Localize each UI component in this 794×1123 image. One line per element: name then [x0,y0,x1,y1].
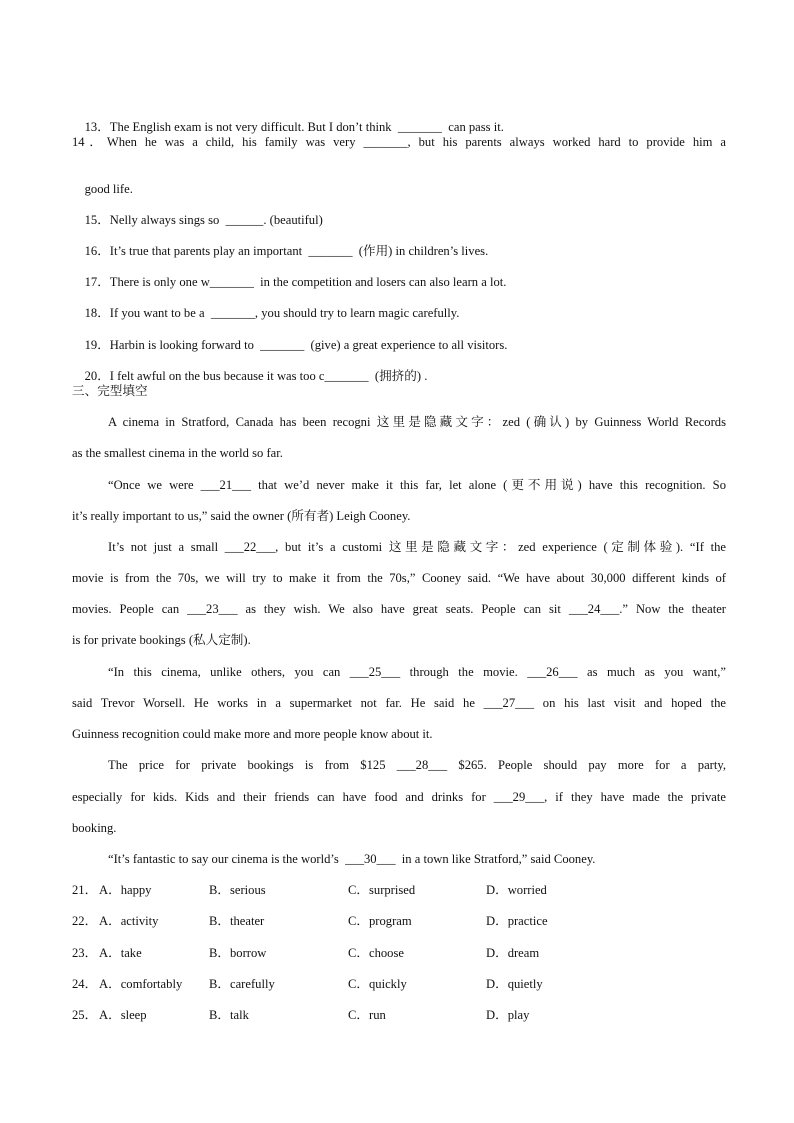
question-text: Harbin is looking forward to _______ (give) a great experience to all visitors. [109,338,508,352]
option-c: C．run [348,1008,386,1022]
option-c: C．quickly [348,977,407,991]
option-number: 24． [72,977,98,991]
option-b: B．borrow [209,946,267,960]
question-text: If you want to be a _______, you should try to learn magic carefully. [109,306,460,320]
question-number: 20． [84,369,110,383]
section-title: 三、完型填空 [72,383,148,398]
option-c: C．program [348,914,412,928]
option-d: D．play [486,1008,530,1022]
question-text: Nelly always sings so ______. (beautiful) [109,213,323,227]
question-text: It’s true that parents play an important _______ (作用) in children’s lives. [109,244,489,258]
question-text: When he was a child, his family was very _______, but his parents always worked hard to provide him a [106,135,726,149]
question-number: 18． [84,306,110,320]
option-b: B．talk [209,1008,249,1022]
question-14 [72,134,726,150]
question-number: 15． [84,213,110,227]
option-number: 23． [72,946,98,960]
passage-line: said Trevor Worsell. He works in a supermarket not far. He said he ___27___ on his last visit and hoped the [72,696,726,710]
option-number: 21． [72,883,98,897]
passage-line: A cinema in Stratford, Canada has been recogni 这里是隐藏文字：zed (确认) by Guinness World Records [108,415,726,429]
passage-line: “Once we were ___21___ that we’d never make it this far, let alone (更不用说) have this recognition. So [108,478,726,492]
option-number: 22． [72,914,98,928]
question-text: The English exam is not very difficult. But I don’t think _______ can pass it. [109,120,504,134]
passage-line: Guinness recognition could make more and more people know about it. [72,727,433,741]
option-a: A．comfortably [99,977,183,991]
question-number: 17． [84,275,110,289]
option-b: B．serious [209,883,266,897]
option-d: D．worried [486,883,547,897]
question-text: There is only one w_______ in the competition and losers can also learn a lot. [109,275,507,289]
passage-line: “In this cinema, unlike others, you can ___25___ through the movie. ___26___ as much as you want,” [108,665,726,679]
question-number: 14． [72,135,107,149]
question-text: good life. [84,182,133,196]
option-a: A．happy [99,883,152,897]
passage-line: It’s not just a small ___22___, but it’s a customi 这里是隐藏文字：zed experience (定制体验). “If the [108,540,726,554]
passage-line: is for private bookings (私人定制). [72,633,251,647]
option-d: D．practice [486,914,548,928]
passage-line: The price for private bookings is from $125 ___28___ $265. People should pay more for a party, [108,758,726,772]
question-number: 19． [84,338,110,352]
passage-line: as the smallest cinema in the world so far. [72,446,283,460]
option-a: A．take [99,946,142,960]
option-c: C．choose [348,946,404,960]
option-b: B．carefully [209,977,275,991]
option-number: 25． [72,1008,98,1022]
question-number: 13． [84,120,110,134]
question-text: I felt awful on the bus because it was too c_______ (拥挤的) . [109,369,428,383]
question-number: 16． [84,244,110,258]
option-d: D．dream [486,946,540,960]
option-b: B．theater [209,914,265,928]
passage-line: movie is from the 70s, we will try to make it from the 70s,” Cooney said. “We have about 30,000 different kinds of [72,571,726,585]
option-d: D．quietly [486,977,543,991]
option-a: A．activity [99,914,159,928]
passage-line: movies. People can ___23___ as they wish. We also have great seats. People can sit ___24___.” Now the theater [72,602,726,616]
option-c: C．surprised [348,883,416,897]
passage-line: it’s really important to us,” said the owner (所有者) Leigh Cooney. [72,509,411,523]
passage-line: “It’s fantastic to say our cinema is the world’s ___30___ in a town like Stratford,” said Cooney. [108,852,596,866]
passage-line: especially for kids. Kids and their friends can have food and drinks for ___29___, if they have made the private [72,790,726,804]
option-a: A．sleep [99,1008,147,1022]
passage-line: booking. [72,821,117,835]
